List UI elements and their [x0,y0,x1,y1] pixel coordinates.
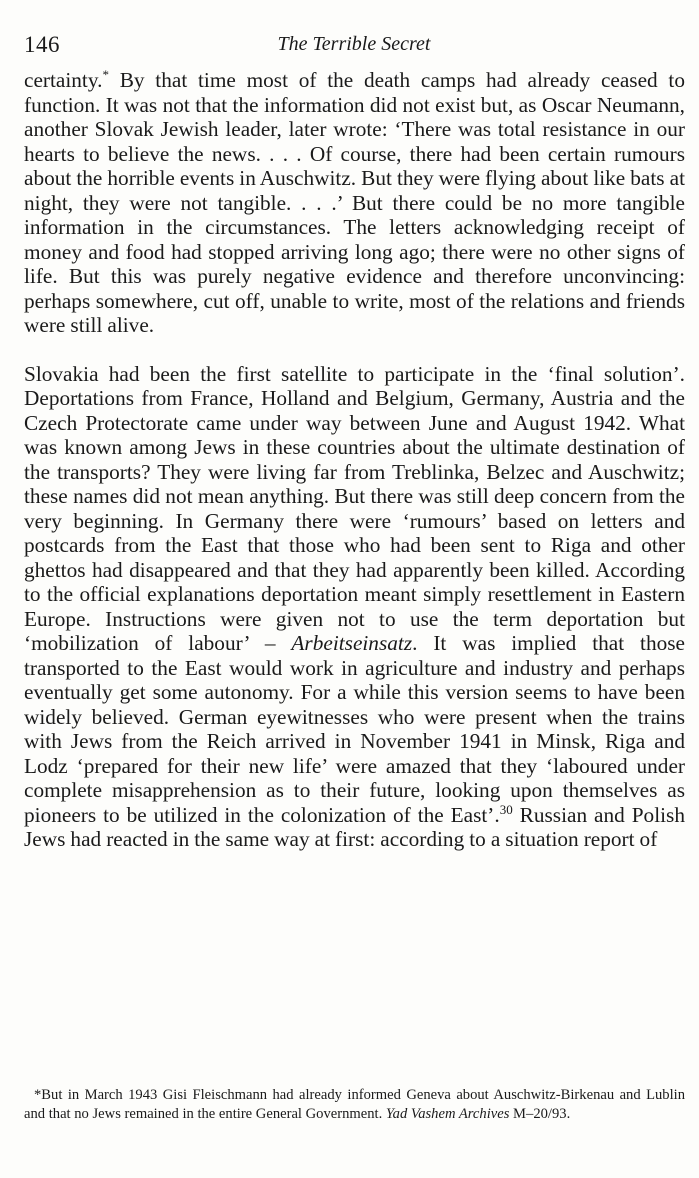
running-title: The Terrible Secret [277,33,431,55]
text-run: . It was implied that those transported to the East would work in agriculture and industry and perhaps eventually get some autonomy. For a while this version seems to have been widely believed. German eyewitnesses who were present when the trains with Jews from the Reich arrived in November 1941 in Minsk, Riga and Lodz ‘prepared for their new life’ were amazed that they ‘laboured under complete misapprehension as to their future, looking upon themselves as pioneers to be utilized in the colonization of the East’. [24,631,685,827]
page-number: 146 [24,32,60,57]
text-run: Russian and Polish Jews had reacted in the same way at first: according to a situation report of [24,802,685,851]
body-text [24,68,685,852]
footnote-reference: M–20/93. [509,1105,571,1122]
text-run: Slovakia had been the first satellite to participate in the ‘final solution’. Deportations from France, Holland and Belgium, Germany, Austria and the Czech Protectorate came under way between June and August 1942. What was known among Jews in these countries about the ultimate destination of the transports? They were living far from Treblinka, Belzec and Auschwitz; these names did not mean anything. But there was still deep concern from the very beginning. In Germany there were ‘rumours’ based on letters and postcards from the East that those who had been sent to Riga and other ghettos had disappeared and that they had apparently been killed. According to the official explanations deportation meant simply resettlement in Eastern Europe. Instructions were given not to use the term deportation but ‘mobilization of labour’ – [24,361,685,655]
paragraph-2 [24,362,685,852]
running-head [24,32,684,62]
footnote-text: But in March 1943 Gisi Fleischmann had already informed Geneva about Auschwitz-Birkenau and Lublin and that no Jews remained in the entire General Government. [24,1087,685,1122]
text-run: By that time most of the death camps had already ceased to function. It was not that the information did not exist but, as Oscar Neumann, another Slovak Jewish leader, later wrote: ‘There was total resistance in our hearts to believe the news. . . . Of course, there had been certain rumours about the horrible events in Auschwitz. But they were flying about like bats at night, they were not tangible. . . .’ But there could be no more tangible information in the circumstances. The letters acknowledging receipt of money and food had stopped arriving long ago; there were no other signs of life. But this was purely negative evidence and therefore unconvincing: perhaps somewhere, cut off, unable to write, most of the relations and friends were still alive. [24,68,685,337]
footnote-mark: * [34,1087,42,1103]
paragraph-1 [24,68,685,338]
footnote [24,1086,685,1123]
footnote-marker: * [102,66,109,82]
text-run: certainty. [24,68,103,92]
italic-term: Arbeitseinsatz [291,631,413,655]
endnote-reference: 30 [499,801,513,817]
footnote-source: Yad Vashem Archives [385,1105,510,1122]
